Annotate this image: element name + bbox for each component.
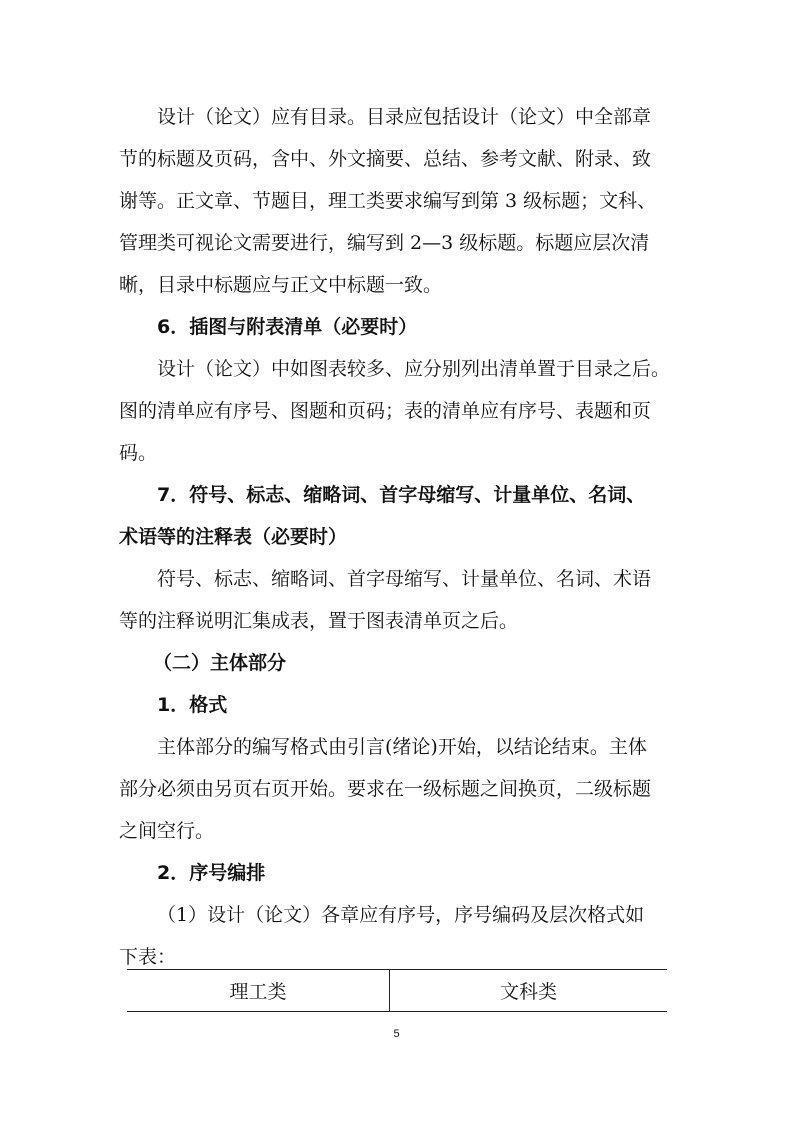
paragraph-toc (119, 96, 675, 306)
heading-sequence: 2．序号编排 (157, 862, 266, 884)
text-line: （1）设计（论文）各章应有序号，序号编码及层次格式如 (157, 904, 645, 926)
text-line: 下表： (119, 946, 177, 968)
text-line: 之间空行。 (119, 820, 215, 842)
numbering-format-table (127, 969, 667, 1012)
text-line: 设计（论文）中如图表较多、应分别列出清单置于目录之后。 (157, 358, 671, 380)
text-line: 术语等的注释表（必要时） (119, 526, 348, 548)
paragraph-sequence (119, 894, 675, 978)
heading-format: 1．格式 (157, 694, 228, 716)
table-header-cell: 理工类 (127, 970, 390, 1012)
text-line: 图的清单应有序号、图题和页码；表的清单应有序号、表题和页 (119, 400, 652, 422)
text-line: 谢等。正文章、节题目，理工类要求编写到第 3 级标题；文科、 (119, 190, 657, 212)
heading-symbol-table (119, 474, 675, 558)
page-number: 5 (393, 1028, 400, 1040)
paragraph-symbol-table (119, 558, 675, 642)
text-line: 部分必须由另页右页开始。要求在一级标题之间换页，二级标题 (119, 778, 652, 800)
table-header-cell: 文科类 (390, 970, 668, 1012)
text-line: 7．符号、标志、缩略词、首字母缩写、计量单位、名词、 (157, 484, 646, 506)
text-line: 符号、标志、缩略词、首字母缩写、计量单位、名词、术语 (157, 568, 652, 590)
text-line: 晰，目录中标题应与正文中标题一致。 (119, 274, 443, 296)
paragraph-format (119, 726, 675, 852)
text-line: 管理类可视论文需要进行，编写到 2—3 级标题。标题应层次清 (119, 232, 650, 254)
heading-figure-list: 6．插图与附表清单（必要时） (157, 316, 418, 338)
table-header-row (127, 970, 667, 1012)
text-line: 等的注释说明汇集成表，置于图表清单页之后。 (119, 610, 519, 632)
text-line: 主体部分的编写格式由引言(绪论)开始，以结论结束。主体 (157, 736, 647, 758)
text-line: 节的标题及页码，含中、外文摘要、总结、参考文献、附录、致 (119, 148, 652, 170)
paragraph-figure-list (119, 348, 675, 474)
text-line: 设计（论文）应有目录。目录应包括设计（论文）中全部章 (157, 106, 652, 128)
text-line: 码。 (119, 442, 158, 464)
section-heading-main-body: （二）主体部分 (153, 652, 287, 674)
